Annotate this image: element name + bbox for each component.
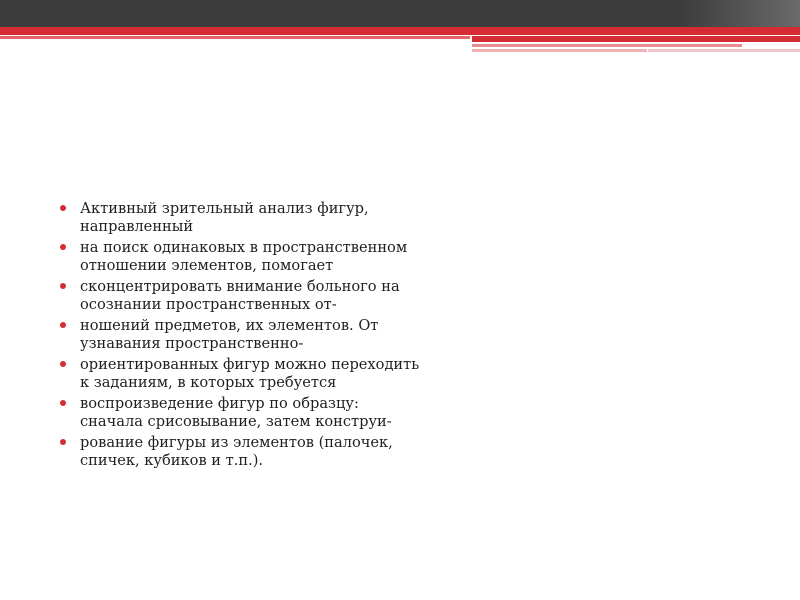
bullet-text: на поиск одинаковых в пространственном отношении элементов, помогает bbox=[80, 239, 408, 274]
bullet-dot-icon bbox=[60, 361, 66, 367]
bullet-text: ношений предметов, их элементов. От узнавания пространственно- bbox=[80, 317, 379, 352]
accent-stripe-right bbox=[472, 36, 800, 42]
bullet-item bbox=[60, 434, 420, 470]
bullet-dot-icon bbox=[60, 205, 66, 211]
bullet-text: сконцентрировать внимание больного на осознании пространственных от- bbox=[80, 278, 400, 313]
bullet-text: Активный зрительный анализ фигур, направленный bbox=[80, 200, 369, 235]
bullet-item bbox=[60, 317, 420, 353]
bullet-item bbox=[60, 395, 420, 431]
bullet-text: рование фигуры из элементов (палочек, спичек, кубиков и т.п.). bbox=[80, 434, 393, 469]
bullet-dot-icon bbox=[60, 244, 66, 250]
accent-stripe-thin bbox=[0, 36, 470, 39]
slide-content bbox=[60, 200, 420, 473]
accent-stripe-right-lighter bbox=[472, 49, 647, 52]
accent-stripe-right-light bbox=[472, 44, 742, 47]
bullet-item bbox=[60, 356, 420, 392]
bullet-list bbox=[60, 200, 420, 470]
bullet-dot-icon bbox=[60, 400, 66, 406]
bullet-text: ориентированных фигур можно переходить к заданиям, в которых требуется bbox=[80, 356, 420, 391]
bullet-dot-icon bbox=[60, 283, 66, 289]
header-bar-fade bbox=[680, 0, 800, 27]
accent-stripe bbox=[0, 27, 800, 35]
bullet-dot-icon bbox=[60, 322, 66, 328]
bullet-item bbox=[60, 278, 420, 314]
bullet-text: воспроизведение фигур по образцу: сначала срисовывание, затем конструи- bbox=[80, 395, 392, 430]
bullet-dot-icon bbox=[60, 439, 66, 445]
bullet-item bbox=[60, 239, 420, 275]
bullet-item bbox=[60, 200, 420, 236]
accent-stripe-right-faint bbox=[648, 49, 800, 52]
